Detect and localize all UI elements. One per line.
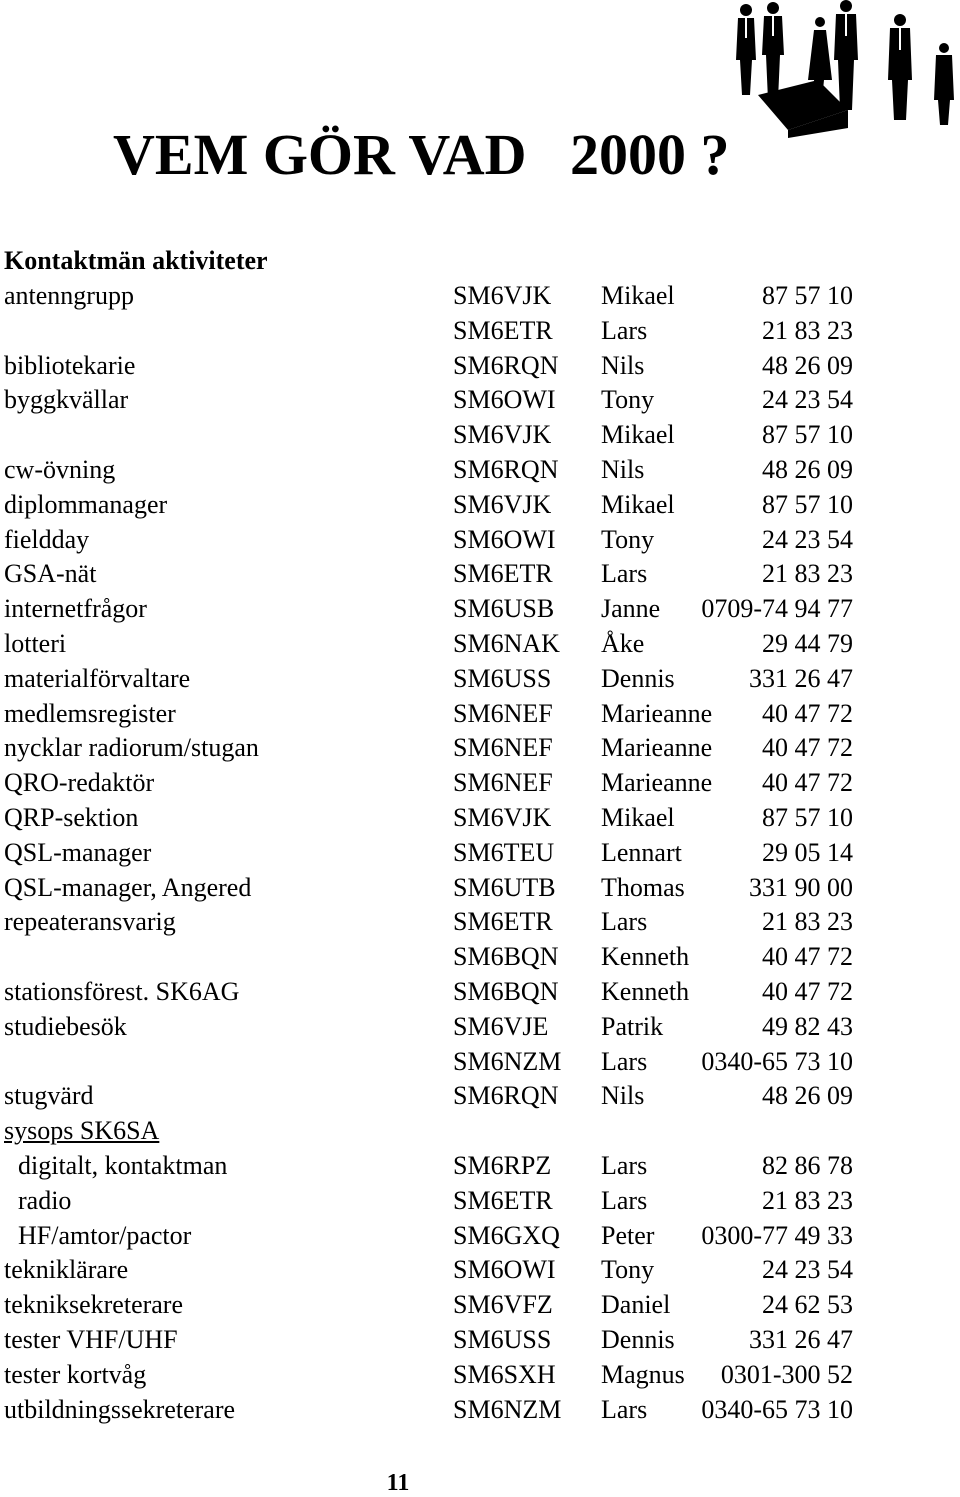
table-row (0, 1219, 960, 1254)
callsign-cell: SM6NEF (453, 733, 553, 763)
table-row (0, 1114, 960, 1149)
name-cell: Nils (601, 454, 645, 484)
name-cell: Peter (601, 1220, 655, 1250)
callsign-cell: SM6NAK (453, 628, 560, 658)
phone-cell: 40 47 72 (762, 768, 853, 798)
name-cell: Patrik (601, 1011, 664, 1041)
phone-cell: 0709-74 94 77 (701, 594, 853, 624)
name-cell: Tony (601, 385, 655, 415)
callsign-cell: SM6RQN (453, 350, 559, 380)
phone-cell: 24 23 54 (762, 524, 853, 554)
phone-cell: 331 26 47 (749, 663, 853, 693)
table-row (0, 627, 960, 662)
name-cell: Dennis (601, 1324, 675, 1354)
name-cell: Åke (601, 628, 645, 658)
callsign-cell: SM6OWI (453, 385, 556, 415)
callsign-cell: SM6VJK (453, 802, 552, 832)
phone-cell: 82 86 78 (762, 1150, 853, 1180)
activity-cell: utbildningssekreterare (4, 1394, 236, 1424)
activity-cell: sysops SK6SA (4, 1116, 160, 1146)
activity-cell: internetfrågor (4, 594, 147, 624)
section-heading: Kontaktmän aktiviteter (4, 246, 268, 275)
activity-cell: tekniklärare (4, 1255, 129, 1285)
callsign-cell: SM6TEU (453, 837, 555, 867)
name-cell: Janne (601, 594, 661, 624)
table-row (0, 697, 960, 732)
phone-cell: 0340-65 73 10 (701, 1046, 853, 1076)
activity-cell: lotteri (4, 628, 67, 658)
name-cell: Lars (601, 1046, 648, 1076)
name-cell: Marieanne (601, 698, 713, 728)
table-row (0, 1393, 960, 1428)
activity-cell: medlemsregister (4, 698, 176, 728)
phone-cell: 24 23 54 (762, 1255, 853, 1285)
phone-cell: 24 23 54 (762, 385, 853, 415)
callsign-cell: SM6VJE (453, 1011, 549, 1041)
callsign-cell: SM6UTB (453, 872, 556, 902)
table-row (0, 975, 960, 1010)
phone-cell: 0340-65 73 10 (701, 1394, 853, 1424)
table-row (0, 1253, 960, 1288)
name-cell: Lars (601, 315, 648, 345)
table-row (0, 314, 960, 349)
activity-cell: studiebesök (4, 1011, 127, 1041)
name-cell: Lennart (601, 837, 682, 867)
table-row (0, 1358, 960, 1393)
phone-cell: 21 83 23 (762, 1185, 853, 1215)
table-row (0, 1184, 960, 1219)
name-cell: Tony (601, 1255, 655, 1285)
table-row (0, 871, 960, 906)
table-row (0, 453, 960, 488)
name-cell: Mikael (601, 281, 675, 310)
phone-cell: 29 44 79 (762, 628, 853, 658)
phone-cell: 40 47 72 (762, 698, 853, 728)
table-row (0, 940, 960, 975)
activity-cell: bibliotekarie (4, 350, 136, 380)
table-row (0, 1010, 960, 1045)
name-cell: Nils (601, 1081, 645, 1111)
phone-cell: 40 47 72 (762, 942, 853, 972)
callsign-cell: SM6OWI (453, 524, 556, 554)
phone-cell: 331 26 47 (749, 1324, 853, 1354)
table-row (0, 1288, 960, 1323)
activity-cell: materialförvaltare (4, 663, 191, 693)
table-row (0, 349, 960, 384)
name-cell: Daniel (601, 1290, 671, 1320)
phone-cell: 21 83 23 (762, 315, 853, 345)
callsign-cell: SM6RPZ (453, 1150, 552, 1180)
contact-list (0, 279, 960, 1427)
name-cell: Kenneth (601, 976, 690, 1006)
callsign-cell: SM6ETR (453, 559, 553, 589)
table-row (0, 592, 960, 627)
table-row (0, 662, 960, 697)
name-cell: Mikael (601, 420, 675, 450)
callsign-cell: SM6VJK (453, 281, 552, 310)
callsign-cell: SM6OWI (453, 1255, 556, 1285)
activity-cell: tester VHF/UHF (4, 1324, 178, 1354)
name-cell: Magnus (601, 1359, 685, 1389)
name-cell: Marieanne (601, 733, 713, 763)
activity-cell: QRP-sektion (4, 802, 139, 832)
table-row (0, 1045, 960, 1080)
activity-cell: radio (18, 1185, 72, 1215)
table-row (0, 1149, 960, 1184)
name-cell: Dennis (601, 663, 675, 693)
table-row (0, 557, 960, 592)
name-cell: Mikael (601, 802, 675, 832)
name-cell: Lars (601, 907, 648, 937)
activity-cell: GSA-nät (4, 559, 97, 589)
activity-cell: repeateransvarig (4, 907, 176, 937)
phone-cell: 87 57 10 (762, 420, 853, 450)
callsign-cell: SM6USS (453, 663, 552, 693)
table-row (0, 383, 960, 418)
table-row (0, 418, 960, 453)
name-cell: Marieanne (601, 768, 713, 798)
phone-cell: 48 26 09 (762, 454, 853, 484)
name-cell: Thomas (601, 872, 685, 902)
table-row (0, 766, 960, 801)
activity-cell: stugvärd (4, 1081, 94, 1111)
callsign-cell: SM6USB (453, 594, 555, 624)
callsign-cell: SM6USS (453, 1324, 552, 1354)
callsign-cell: SM6RQN (453, 1081, 559, 1111)
callsign-cell: SM6VFZ (453, 1290, 553, 1320)
table-row (0, 279, 960, 314)
callsign-cell: SM6ETR (453, 315, 553, 345)
phone-cell: 331 90 00 (749, 872, 853, 902)
activity-cell: fieldday (4, 524, 90, 554)
activity-cell: stationsförest. SK6AG (4, 976, 240, 1006)
callsign-cell: SM6NEF (453, 698, 553, 728)
table-row (0, 801, 960, 836)
phone-cell: 48 26 09 (762, 1081, 853, 1111)
callsign-cell: SM6BQN (453, 942, 559, 972)
name-cell: Lars (601, 1185, 648, 1215)
name-cell: Nils (601, 350, 645, 380)
phone-cell: 0301-300 52 (720, 1359, 853, 1389)
callsign-cell: SM6BQN (453, 976, 559, 1006)
activity-cell: QSL-manager (4, 837, 152, 867)
table-row (0, 836, 960, 871)
name-cell: Lars (601, 559, 648, 589)
callsign-cell: SM6VJK (453, 489, 552, 519)
callsign-cell: SM6GXQ (453, 1220, 560, 1250)
callsign-cell: SM6NZM (453, 1046, 562, 1076)
phone-cell: 40 47 72 (762, 976, 853, 1006)
phone-cell: 40 47 72 (762, 733, 853, 763)
name-cell: Lars (601, 1394, 648, 1424)
phone-cell: 87 57 10 (762, 281, 853, 310)
name-cell: Mikael (601, 489, 675, 519)
table-row (0, 488, 960, 523)
callsign-cell: SM6NZM (453, 1394, 562, 1424)
callsign-cell: SM6ETR (453, 907, 553, 937)
page-number: 11 (386, 1470, 410, 1496)
callsign-cell: SM6NEF (453, 768, 553, 798)
name-cell: Tony (601, 524, 655, 554)
phone-cell: 48 26 09 (762, 350, 853, 380)
callsign-cell: SM6VJK (453, 420, 552, 450)
phone-cell: 24 62 53 (762, 1290, 853, 1320)
activity-cell: QRO-redaktör (4, 768, 155, 798)
activity-cell: digitalt, kontaktman (18, 1150, 228, 1180)
activity-cell: byggkvällar (4, 385, 129, 415)
activity-cell: antenngrupp (4, 281, 134, 310)
page-title: VEM GÖR VAD 2000 ? (113, 122, 730, 187)
activity-cell: HF/amtor/pactor (18, 1220, 192, 1250)
phone-cell: 21 83 23 (762, 559, 853, 589)
activity-cell: tekniksekreterare (4, 1290, 184, 1320)
party-people-illustration (728, 0, 960, 138)
callsign-cell: SM6ETR (453, 1185, 553, 1215)
activity-cell: cw-övning (4, 454, 116, 484)
activity-cell: QSL-manager, Angered (4, 872, 252, 902)
phone-cell: 87 57 10 (762, 489, 853, 519)
activity-cell: nycklar radiorum/stugan (4, 733, 259, 763)
table-row (0, 1079, 960, 1114)
phone-cell: 21 83 23 (762, 907, 853, 937)
phone-cell: 0300-77 49 33 (701, 1220, 853, 1250)
callsign-cell: SM6RQN (453, 454, 559, 484)
phone-cell: 29 05 14 (762, 837, 853, 867)
table-row (0, 905, 960, 940)
table-row (0, 1323, 960, 1358)
name-cell: Kenneth (601, 942, 690, 972)
activity-cell: diplommanager (4, 489, 168, 519)
callsign-cell: SM6SXH (453, 1359, 556, 1389)
activity-cell: tester kortvåg (4, 1359, 147, 1389)
phone-cell: 49 82 43 (762, 1011, 853, 1041)
table-row (0, 523, 960, 558)
phone-cell: 87 57 10 (762, 802, 853, 832)
table-row (0, 731, 960, 766)
name-cell: Lars (601, 1150, 648, 1180)
